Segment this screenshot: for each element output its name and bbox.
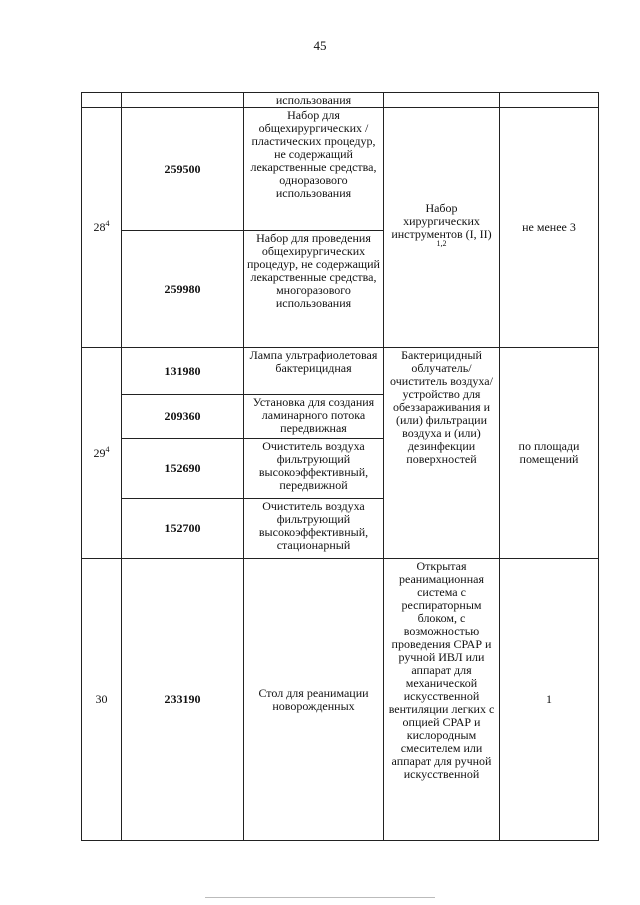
item-quantity: не менее 3 [500,108,599,348]
row-number: 30 [82,559,122,841]
item-code: 233190 [122,559,244,841]
item-quantity: по площади помещений [500,348,599,559]
name-cell: использования [244,93,384,108]
bottom-divider [205,897,435,898]
item-code: 259980 [122,231,244,348]
item-code: 152700 [122,499,244,559]
row-number: $29^4$ [82,348,122,559]
page-number: 45 [313,38,327,53]
table-row [82,108,599,231]
table-row [82,559,599,841]
item-name: Лампа ультрафиолетовая бактерицидная [244,348,384,395]
code-cell [122,93,244,108]
item-function: Открытая реанимационная система с респираторным блоком, с возможностью проведения СРАР и ручной ИВЛ или аппарат для механической искусственной вентиляции легких с опцией СРАР и кислородным смесителем или аппарат для ручной искусственной [384,559,500,841]
table-row [82,93,599,108]
function-cell [384,93,500,108]
item-code: 259500 [122,108,244,231]
item-name: Установка для создания ламинарного потока передвижная [244,395,384,439]
item-name: Очиститель воздуха фильтрующий высокоэффективный, передвижной [244,439,384,499]
table-row [82,348,599,395]
item-name: Очиститель воздуха фильтрующий высокоэффективный, стационарный [244,499,384,559]
item-function: Бактерицидный облучатель/ очиститель воздуха/ устройство для обеззараживания и (или) фильтрации воздуха и (или) дезинфекции поверхностей [384,348,500,559]
item-quantity: 1 [500,559,599,841]
item-code: 131980 [122,348,244,395]
item-code: 152690 [122,439,244,499]
row-number: $28^4$ [82,108,122,348]
item-code: 209360 [122,395,244,439]
item-name: Набор для общехирургических /пластических процедур, не содержащий лекарственные средства, одноразового использования [244,108,384,231]
equipment-table [81,92,599,841]
item-function: Набор хирургических инструментов (I, II) $^{1,2}$ [384,108,500,348]
quantity-cell [500,93,599,108]
item-name: Набор для проведения общехирургических процедур, не содержащий лекарственные средства, многоразового использования [244,231,384,348]
item-name: Стол для реанимации новорожденных [244,559,384,841]
num-cell [82,93,122,108]
